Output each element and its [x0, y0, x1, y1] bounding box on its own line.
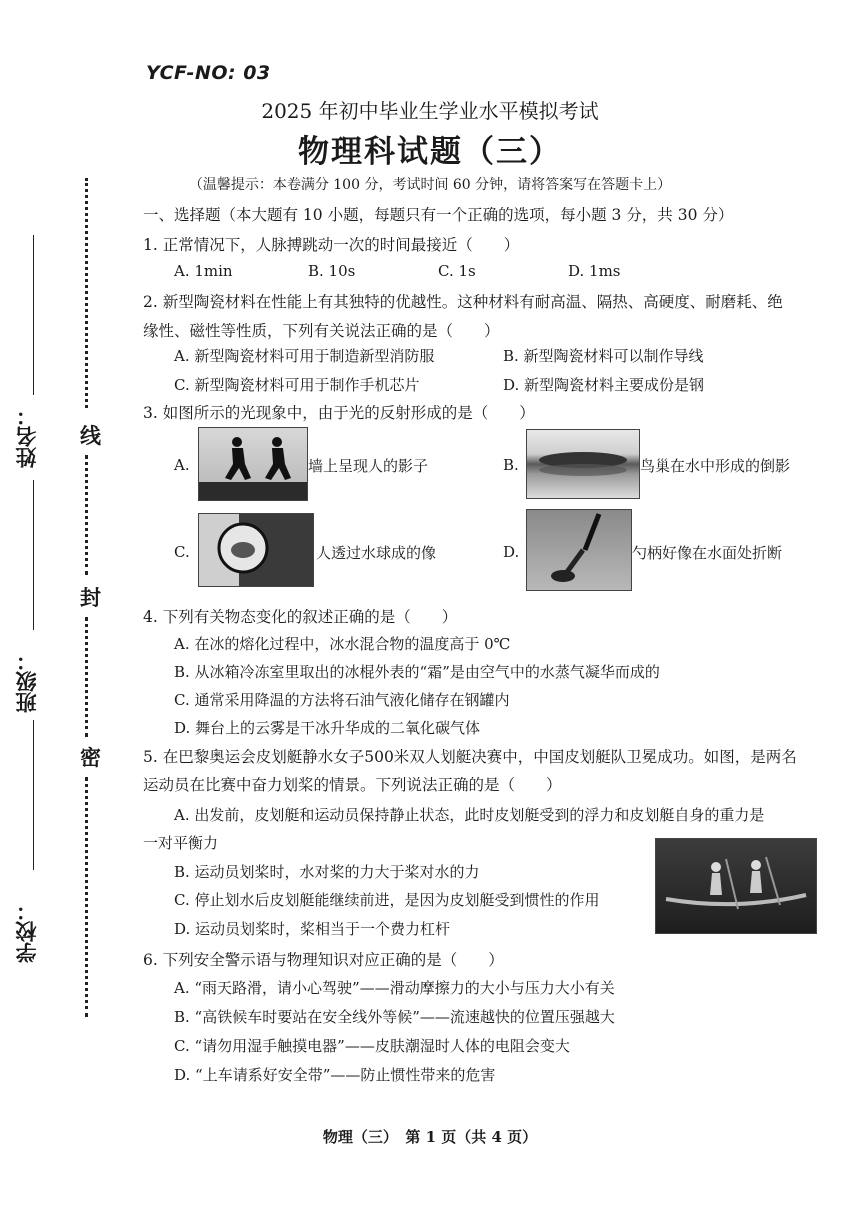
running-figures-icon	[199, 428, 307, 500]
stadium-icon	[527, 430, 639, 498]
seal-char-seal: 封	[80, 585, 101, 610]
page-footer: 物理（三） 第 1 页（共 4 页）	[322, 1128, 538, 1146]
caption-a: 墙上呈现人的影子	[308, 457, 429, 475]
question-stem: 6. 下列安全警示语与物理知识对应正确的是（ ）	[143, 951, 504, 969]
canoe-rowers-icon	[656, 839, 816, 933]
question-stem: 缘性、磁性等性质，下列有关说法正确的是（ ）	[143, 322, 500, 340]
subject-title: 物理科试题（三）	[298, 134, 562, 170]
name-label: 姓名：	[14, 405, 39, 468]
caption-c: 人透过水球成的像	[316, 544, 437, 562]
option-b: B. 运动员划桨时，水对桨的力大于桨对水的力	[174, 863, 480, 881]
option-c: C. “请勿用湿手触摸电器”——皮肤潮湿时人体的电阻会变大	[174, 1037, 570, 1055]
question-stem: 2. 新型陶瓷材料在性能上有其独特的优越性。这种材料有耐高温、隔热、高硬度、耐磨耗、绝	[143, 293, 783, 311]
option-b: B. 10s	[308, 262, 356, 280]
class-blank-line	[33, 480, 34, 630]
question-stem: 3. 如图所示的光现象中，由于光的反射形成的是（ ）	[143, 404, 535, 422]
question-stem: 4. 下列有关物态变化的叙述正确的是（ ）	[143, 608, 458, 626]
option-b: B. 新型陶瓷材料可以制作导线	[503, 347, 704, 365]
name-blank-line	[33, 235, 34, 395]
seal-dotted-line	[85, 455, 88, 575]
option-c: C. 1s	[438, 262, 476, 280]
class-label: 班级：	[14, 650, 39, 713]
option-c: C. 通常采用降温的方法将石油气液化储存在钢罐内	[174, 691, 510, 709]
option-d: D. 舞台上的云雾是干冰升华成的二氧化碳气体	[174, 719, 481, 737]
option-c: C. 新型陶瓷材料可用于制作手机芯片	[174, 376, 420, 394]
seal-dotted-line	[85, 777, 88, 1017]
option-a-continued: 一对平衡力	[143, 834, 219, 852]
water-ball-icon	[199, 514, 313, 586]
seal-dotted-line	[85, 617, 88, 737]
option-a: A. 出发前，皮划艇和运动员保持静止状态，此时皮划艇受到的浮力和皮划艇自身的重力是	[174, 806, 765, 824]
option-a: A. 新型陶瓷材料可用于制造新型消防服	[174, 347, 435, 365]
option-d-letter: D.	[503, 543, 520, 561]
option-d: D. 运动员划桨时，桨相当于一个费力杠杆	[174, 920, 451, 938]
exam-title: 2025 年初中毕业生学业水平模拟考试	[261, 99, 599, 123]
birds-nest-reflection-photo	[526, 429, 640, 499]
option-d: D. 新型陶瓷材料主要成份是钢	[503, 376, 705, 394]
school-label: 学校：	[14, 900, 39, 963]
section-title: 一、选择题（本大题有 10 小题，每题只有一个正确的选项，每小题 3 分，共 30 分）	[143, 206, 734, 224]
option-a: A. “雨天路滑，请小心驾驶”——滑动摩擦力的大小与压力大小有关	[174, 979, 615, 997]
seal-dotted-line	[85, 178, 88, 408]
option-a: A. 在冰的熔化过程中，冰水混合物的温度高于 0℃	[174, 635, 511, 653]
school-blank-line	[33, 720, 34, 870]
option-d: D. “上车请系好安全带”——防止惯性带来的危害	[174, 1066, 496, 1084]
question-stem: 5. 在巴黎奥运会皮划艇静水女子500米双人划艇决赛中，中国皮划艇队卫冕成功。如图，是两名	[143, 748, 797, 766]
caption-b: 鸟巢在水中形成的倒影	[640, 457, 791, 475]
water-ball-photo	[198, 513, 314, 587]
option-d: D. 1ms	[568, 262, 621, 280]
option-c: C. 停止划水后皮划艇能继续前进，是因为皮划艇受到惯性的作用	[174, 891, 600, 909]
option-b: B. 从冰箱冷冻室里取出的冰棍外表的“霜”是由空气中的水蒸气凝华而成的	[174, 663, 660, 681]
option-b-letter: B.	[503, 456, 519, 474]
question-stem: 运动员在比赛中奋力划桨的情景。下列说法正确的是（ ）	[143, 776, 562, 794]
paper-code: YCF-NO: 03	[146, 62, 271, 84]
option-b: B. “高铁候车时要站在安全线外等候”——流速越快的位置压强越大	[174, 1008, 615, 1026]
caption-d: 勺柄好像在水面处折断	[632, 544, 783, 562]
exam-tip: （温馨提示：本卷满分 100 分，考试时间 60 分钟，请将答案写在答题卡上）	[188, 177, 672, 193]
option-a: A. 1min	[174, 262, 233, 280]
shadow-photo	[198, 427, 308, 501]
bent-spoon-photo	[526, 509, 632, 591]
seal-char-secret: 密	[80, 745, 101, 770]
option-a-letter: A.	[174, 456, 190, 474]
seal-char-line: 线	[80, 423, 101, 448]
canoe-photo	[655, 838, 817, 934]
question-stem: 1. 正常情况下，人脉搏跳动一次的时间最接近（ ）	[143, 236, 520, 254]
spoon-icon	[527, 510, 631, 590]
option-c-letter: C.	[174, 543, 190, 561]
